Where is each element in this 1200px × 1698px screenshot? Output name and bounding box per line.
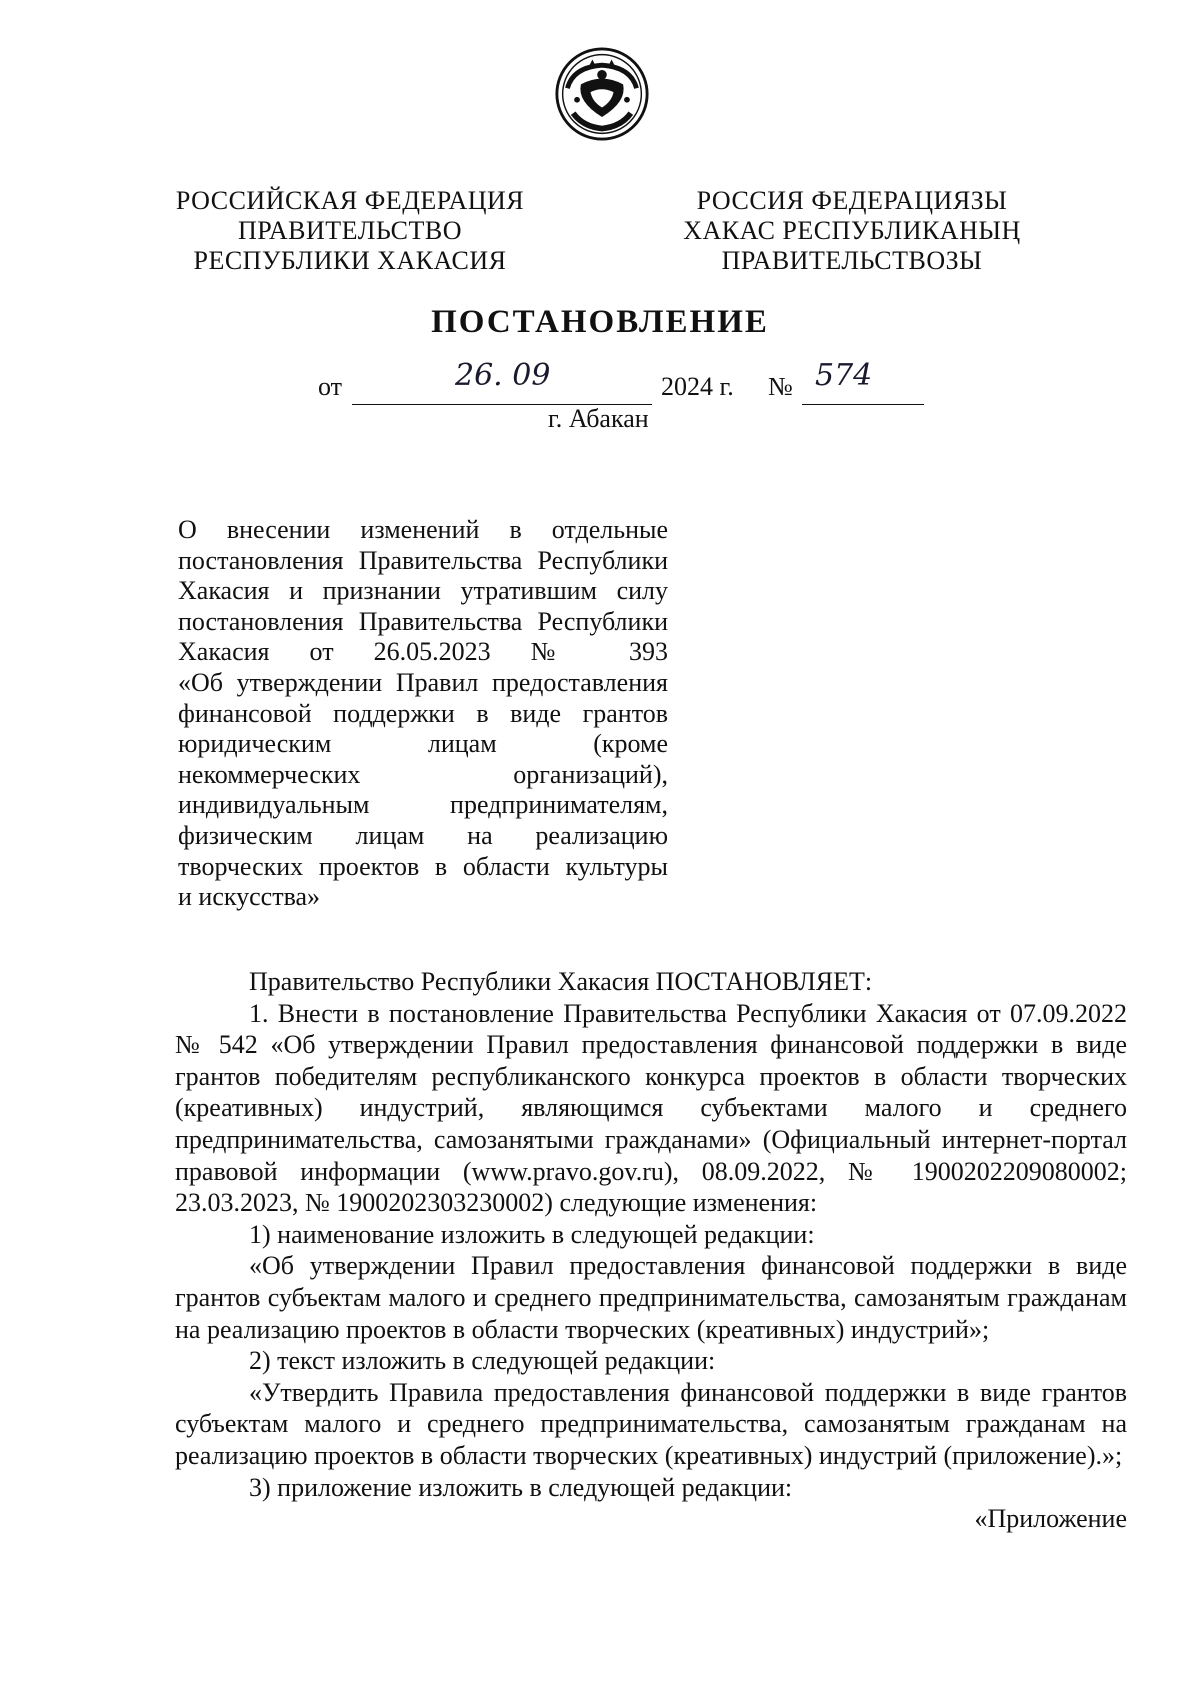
handwritten-date: 26. 09 [455, 358, 551, 393]
body-paragraph-quote-2: «Утвердить Правила предоставления финансовой поддержки в виде грантов субъектам малого и среднего предпринимательства, самозанятым гражданам на реализацию проектов в области творческих (креативных) индустрий (приложение).»; [175, 1377, 1127, 1470]
document-title: ПОСТАНОВЛЕНИЕ [431, 304, 769, 340]
subject-line: юридическим лицам (кроме [178, 729, 668, 759]
handwritten-number: 574 [815, 358, 873, 393]
body-paragraph-sub-1: 1) наименование изложить в следующей редакции: [249, 1219, 815, 1249]
header-left-block [150, 186, 550, 276]
appendix-heading: «Приложение [974, 1504, 1127, 1534]
header-right-line-2: ХАКАС РЕСПУБЛИКАНЫҢ [683, 216, 1021, 245]
subject-block [178, 515, 668, 913]
subject-line: постановления Правительства Республики [178, 545, 668, 575]
subject-line: постановления Правительства Республики [178, 606, 668, 636]
subject-line: «Об утверждении Правил предоставления [178, 667, 668, 697]
body-paragraph-quote-1: «Об утверждении Правил предоставления финансовой поддержки в виде грантов субъектам малого и среднего предпринимательства, самозанятым гражданам на реализацию проектов в области творческих (креативных) индустрий»; [175, 1251, 1127, 1344]
header-left-line-3: РЕСПУБЛИКИ ХАКАСИЯ [193, 246, 507, 275]
body-paragraph-sub-2: 2) текст изложить в следующей редакции: [249, 1346, 716, 1376]
body-paragraph-sub-3: 3) приложение изложить в следующей редакции: [249, 1472, 793, 1502]
subject-line: индивидуальным предпринимателям, [178, 790, 668, 820]
header-right-line-1: РОССИЯ ФЕДЕРАЦИЯЗЫ [696, 186, 1008, 215]
subject-line: О внесении изменений в отдельные [178, 515, 668, 544]
year-label: 2024 г. [661, 372, 734, 401]
number-label: № [768, 372, 793, 401]
header-left-line-1: РОССИЙСКАЯ ФЕДЕРАЦИЯ [175, 186, 525, 215]
body-paragraph-item-1: 1. Внести в постановление Правительства Республики Хакасия от 07.09.2022 № 542 «Об утверждении Правил предоставления финансовой поддержки в виде грантов победителям республиканского конкурса проектов в области творческих (креативных) индустрий, являющимся субъектами малого и среднего предпринимательства, самозанятыми гражданами» (Официальный интернет-портал правовой информации (www.pravo.gov.ru), 08.09.2022, № 1900202209080002; 23.03.2023, № 1900202303230002) следующие изменения: [175, 998, 1127, 1218]
subject-line: некоммерческих организаций), [178, 759, 668, 789]
subject-line: и искусства» [178, 882, 321, 912]
header-right-block [652, 186, 1052, 276]
subject-line: финансовой поддержки в виде грантов [178, 698, 668, 728]
city-label: г. Абакан [548, 404, 649, 433]
body-paragraph-intro: Правительство Республики Хакасия ПОСТАНОВЛЯЕТ: [249, 967, 873, 996]
subject-line: Хакасия от 26.05.2023 № 393 [178, 637, 668, 667]
subject-line: творческих проектов в области культуры [178, 851, 668, 881]
date-from-label: от [318, 372, 343, 401]
coat-of-arms-emblem [554, 46, 650, 142]
document-body [175, 966, 1127, 1535]
header-right-line-3: ПРАВИТЕЛЬСТВОЗЫ [721, 246, 983, 275]
subject-line: физическим лицам на реализацию [178, 820, 668, 850]
header-left-line-2: ПРАВИТЕЛЬСТВО [238, 216, 462, 245]
subject-line: Хакасия и признании утратившим силу [178, 576, 668, 606]
